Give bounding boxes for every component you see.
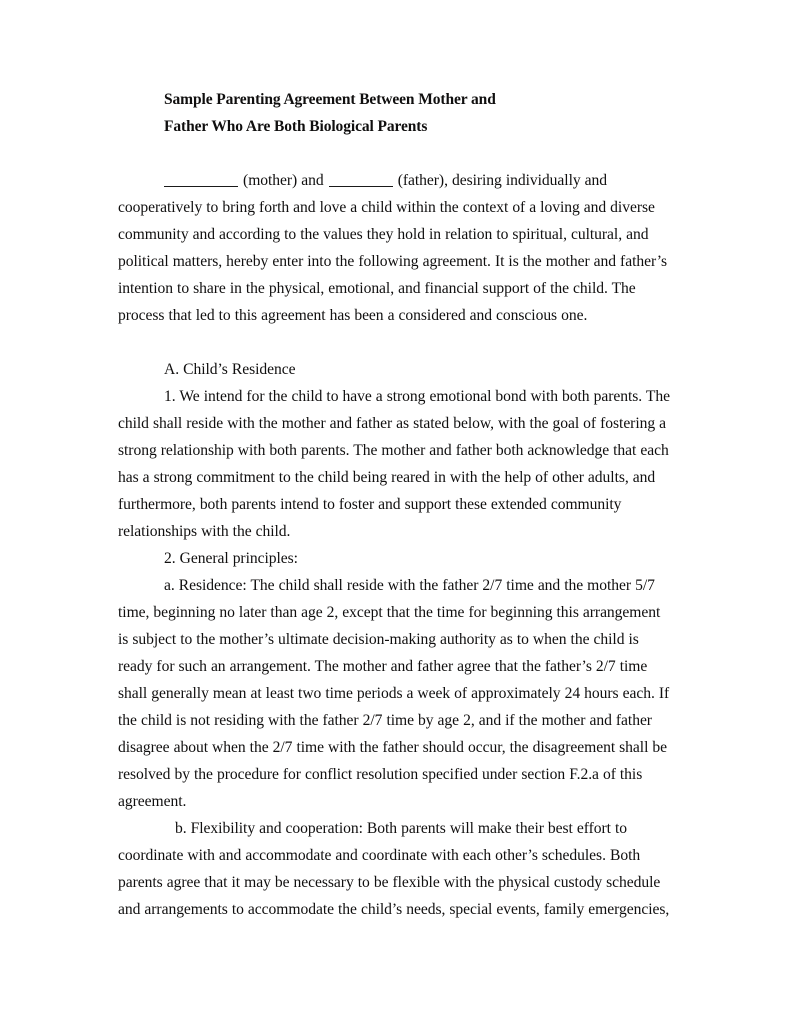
section-a-item-2b: b. Flexibility and cooperation: Both parents will make their best effort to coordinate with and accommodate and coordinate with each other’s schedules. Both parents agree that it may be necessary to be flexible with the physical custody schedule and arrangements to accommodate the child’s needs, special events, family emergencies, bbox=[118, 820, 670, 918]
mother-name-blank bbox=[164, 186, 238, 187]
father-name-blank bbox=[329, 186, 393, 187]
document-title-line-2: Father Who Are Both Biological Parents bbox=[164, 118, 428, 135]
intro-text-part-2: (father), desiring individually and cooperatively to bring forth and love a child within the context of a loving and diverse community and according to the values they hold in relation to spiritual, cultural, and political matters, hereby enter into the following agreement. It is the mother and father’s intention to share in the physical, emotional, and financial support of the child. The process that led to this agreement has been a considered and conscious one. bbox=[118, 172, 667, 324]
section-a-item-2: 2. General principles: bbox=[164, 550, 298, 567]
section-a-heading: A. Child’s Residence bbox=[164, 361, 296, 378]
intro-text-part-1: (mother) and bbox=[239, 172, 328, 189]
document-title bbox=[118, 86, 674, 140]
intro-paragraph bbox=[118, 167, 674, 329]
section-a-item-1: 1. We intend for the child to have a strong emotional bond with both parents. The child shall reside with the mother and father as stated below, with the goal of fostering a strong relationship with both parents. The mother and father both acknowledge that each has a strong commitment to the child being reared in with the help of other adults, and furthermore, both parents intend to foster and support these extended community relationships with the child. bbox=[118, 388, 670, 540]
document-title-line-1: Sample Parenting Agreement Between Mother and bbox=[164, 91, 496, 108]
document-body bbox=[118, 86, 674, 923]
section-a-item-2a: a. Residence: The child shall reside with the father 2/7 time and the mother 5/7 time, beginning no later than age 2, except that the time for beginning this arrangement is subject to the mother’s ultimate decision-making authority as to when the child is ready for such an arrangement. The mother and father agree that the father’s 2/7 time shall generally mean at least two time periods a week of approximately 24 hours each. If the child is not residing with the father 2/7 time by age 2, and if the mother and father disagree about when the 2/7 time with the father should occur, the disagreement shall be resolved by the procedure for conflict resolution specified under section F.2.a of this agreement. bbox=[118, 577, 670, 810]
